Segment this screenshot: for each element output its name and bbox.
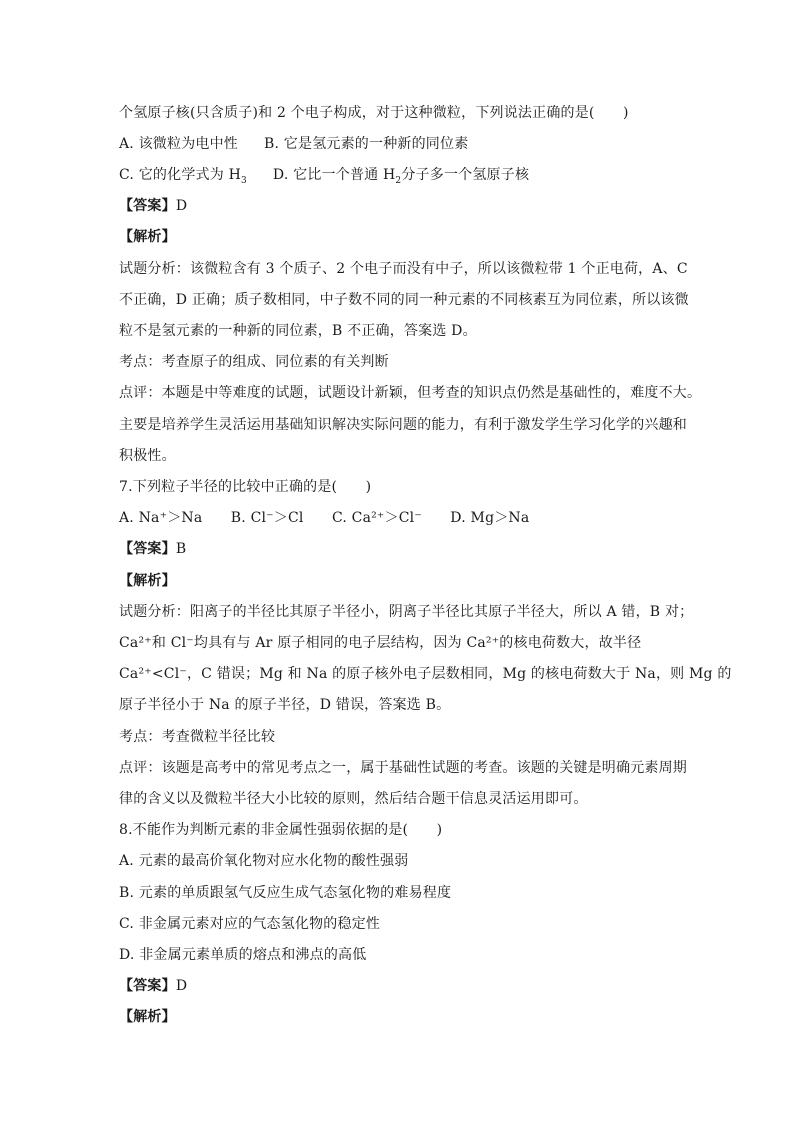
answer-label: 【答案】: [119, 198, 176, 214]
q6-comment-line: 积极性。: [119, 448, 176, 464]
q6-analysis-label: 【解析】: [119, 229, 176, 245]
q7-analysis-line: 原子半径小于 Na 的原子半径，D 错误，答案选 B。: [119, 697, 451, 713]
q7-answer: [119, 540, 679, 558]
q8-stem: 8.不能作为判断元素的非金属性强弱依据的是( ): [119, 822, 443, 838]
q7-comment-line: 律的含义以及微粒半径大小比较的原则，然后结合题干信息灵活运用即可。: [119, 791, 588, 807]
q6-option-a: A. 该微粒为电中性: [119, 136, 239, 152]
answer-value: D: [175, 978, 188, 994]
q6-analysis-line: 不正确，D 正确；质子数相同，中子数不同的同一种元素的不同核素互为同位素，所以该微: [119, 292, 689, 308]
q8-option-a: A. 元素的最高价氧化物对应水化物的酸性强弱: [119, 853, 409, 869]
q7-analysis-line: 试题分析：阳离子的半径比其原子半径小，阴离子半径比其原子半径大，所以 A 错，B 对；: [119, 604, 694, 620]
q6-analysis-line: 粒不是氢元素的一种新的同位素，B 不正确，答案选 D。: [119, 323, 477, 339]
q8-analysis-label: 【解析】: [119, 1009, 176, 1025]
q8-option-d: D. 非金属元素单质的熔点和沸点的高低: [119, 947, 367, 963]
q7-analysis-label: 【解析】: [119, 573, 176, 589]
q6-point: 考点：考查原子的组成、同位素的有关判断: [119, 354, 389, 370]
q6-analysis-line: 试题分析：该微粒含有 3 个质子、2 个电子而没有中子，所以该微粒带 1 个正电荷，A、C: [119, 261, 688, 277]
q7-analysis-line: Ca²⁺和 Cl⁻均具有与 Ar 原子相同的电子层结构，因为 Ca²⁺的核电荷数大，故半径: [119, 635, 642, 651]
q6-stem: 个氢原子核(只含质子)和 2 个电子构成，对于这种微粒，下列说法正确的是( ): [119, 105, 629, 121]
q8-option-c: C. 非金属元素对应的气态氢化物的稳定性: [119, 916, 381, 932]
answer-value: D: [175, 198, 188, 214]
q6-option-c: C. 它的化学式为 $H_3$: [119, 167, 247, 186]
answer-label: 【答案】: [119, 978, 176, 994]
q6-options-ab: [119, 135, 679, 153]
q8-option-b: B. 元素的单质跟氢气反应生成气态氢化物的难易程度: [119, 885, 452, 901]
q6-answer: [119, 197, 679, 215]
q7-analysis-line: Ca²⁺<Cl⁻，C 错误；Mg 和 Na 的原子核外电子层数相同，Mg 的核电荷数大于 Na，则 Mg 的: [119, 666, 732, 682]
q6-comment-line: 点评：本题是中等难度的试题，试题设计新颖，但考查的知识点仍然是基础性的，难度不大。: [119, 385, 702, 401]
q6-option-b: B. 它是氢元素的一种新的同位素: [264, 136, 469, 152]
q7-stem: 7.下列粒子半径的比较中正确的是( ): [119, 479, 372, 495]
q7-point: 考点：考查微粒半径比较: [119, 729, 276, 745]
q7-options: A. Na⁺＞Na B. Cl⁻＞Cl C. Ca²⁺＞Cl⁻ D. Mg＞Na: [119, 510, 530, 526]
q6-options-cd: [119, 166, 679, 184]
q6-comment-line: 主要是培养学生灵活运用基础知识解决实际问题的能力，有利于激发学生学习化学的兴趣和: [119, 417, 687, 433]
q8-answer: [119, 977, 679, 995]
q7-comment-line: 点评：该题是高考中的常见考点之一，属于基础性试题的考查。该题的关键是明确元素周期: [119, 760, 687, 776]
q6-option-d: D. 它比一个普通 $H_2$分子多一个氢原子核: [272, 167, 530, 186]
answer-value: B: [175, 541, 187, 557]
answer-label: 【答案】: [119, 541, 176, 557]
